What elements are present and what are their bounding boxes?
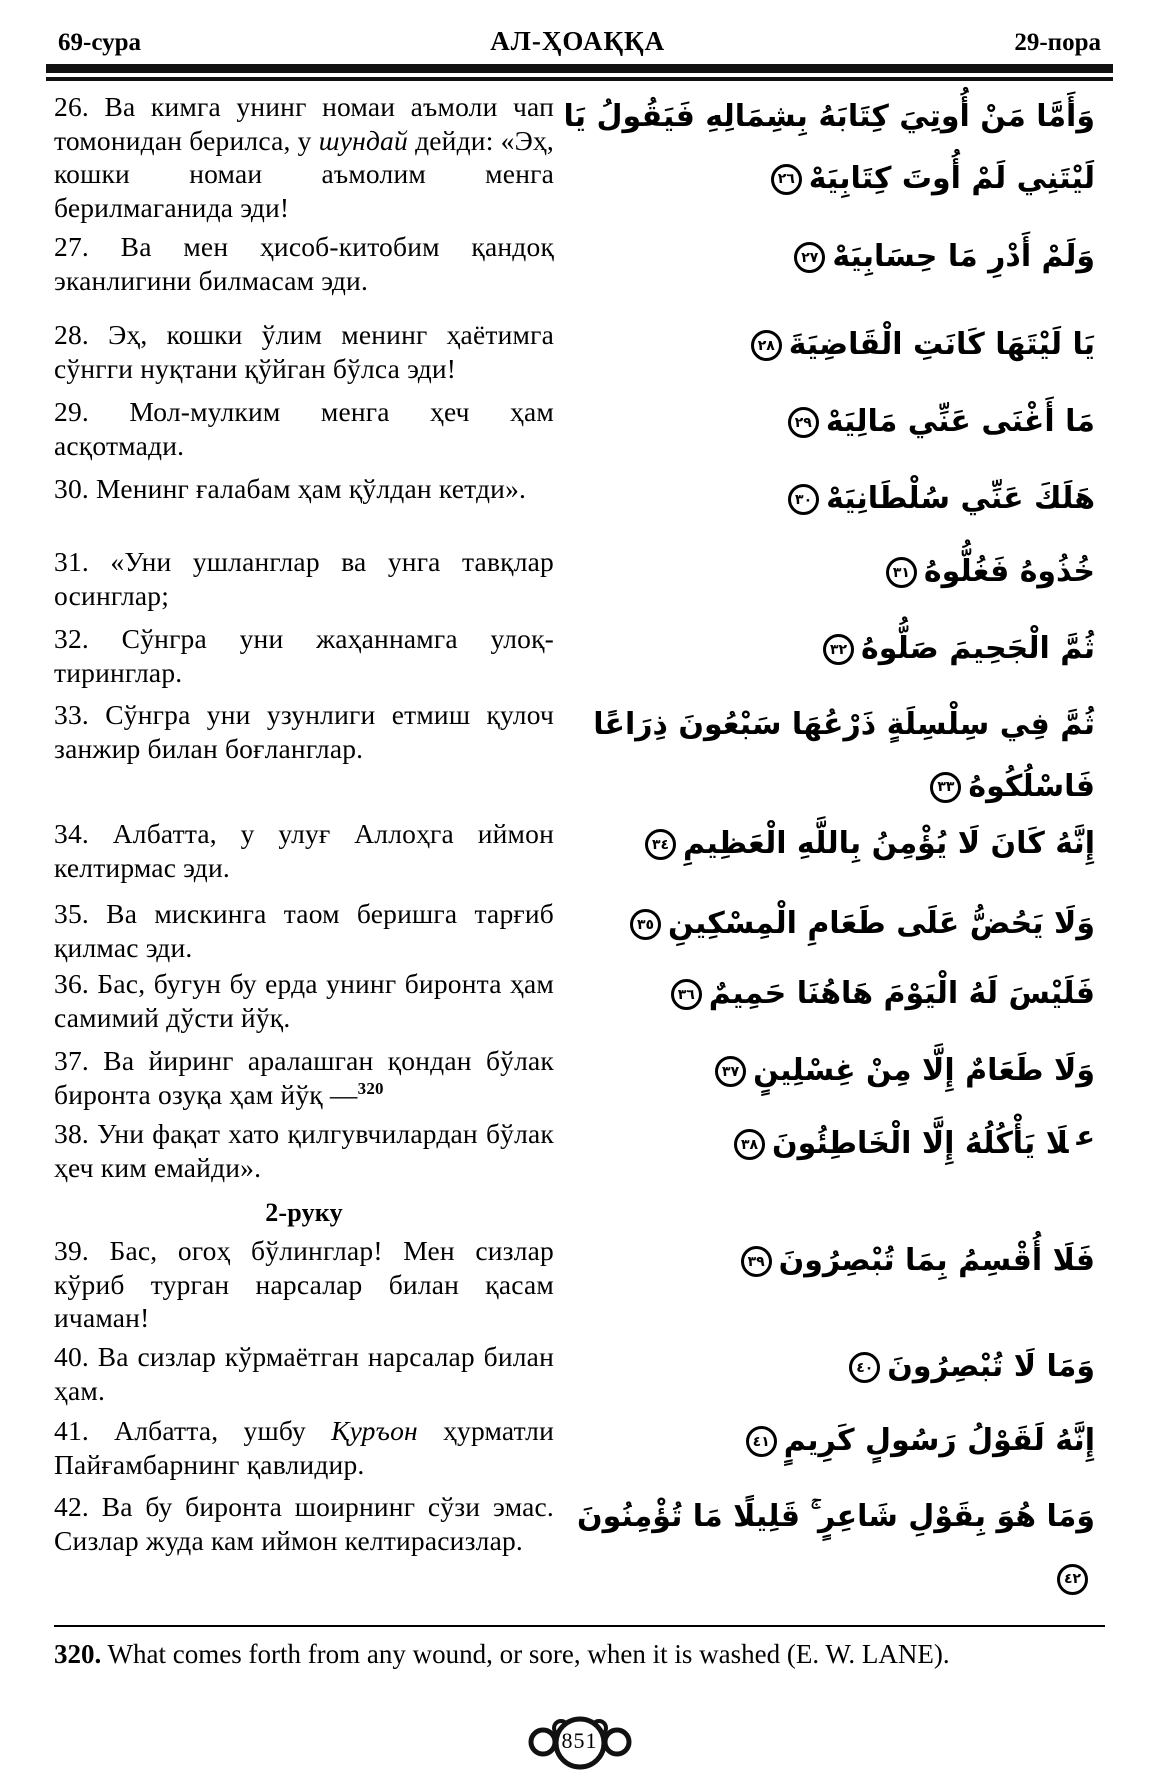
verse-27-number-circle: ٢٧ <box>794 242 825 273</box>
verse-38-number-circle: ٣٨ <box>734 1129 765 1160</box>
verse-26-arabic-text: وَأَمَّا مَنْ أُوتِيَ كِتَابَهُ بِشِمَالِهِ فَيَقُولُ يَا لَيْتَنِي لَمْ أُوتَ كِتَابِيَهْ <box>563 99 1095 196</box>
verse-41-text-end: ҳурматли Пайғамбарнинг қавлидир. <box>54 1415 554 1480</box>
verse-30-arabic-text: هَلَكَ عَنِّي سُلْطَانِيَهْ <box>826 481 1095 516</box>
page-number-ornament <box>524 1716 636 1772</box>
verse-35-number-circle: ٣٥ <box>630 909 661 940</box>
verse-39-arabic <box>554 1230 1105 1292</box>
verse-36-number-circle: ٣٦ <box>671 979 702 1010</box>
verse-37-number-circle: ٣٧ <box>715 1056 746 1087</box>
verse-row-29 <box>54 395 1105 472</box>
verse-26-translation <box>54 90 554 224</box>
verse-34-arabic-text: إِنَّهُ كَانَ لَا يُؤْمِنُ بِاللَّهِ الْعَظِيمِ <box>683 826 1095 861</box>
header-juz-number: 29-пора <box>1014 29 1101 56</box>
verse-33-arabic-text: ثُمَّ فِي سِلْسِلَةٍ ذَرْعُهَا سَبْعُونَ ذِرَاعًا فَاسْلُكُوهُ <box>593 707 1095 804</box>
verse-30-number-circle: ٣٠ <box>788 484 819 515</box>
verse-42-translation: 42. Ва бу биронта шоирнинг сўзи эмас. Сизлар жуда кам иймон келтирасизлар. <box>54 1491 554 1556</box>
verse-29-number-circle: ٢٩ <box>788 407 819 438</box>
verse-41-translation <box>54 1414 554 1481</box>
page-number-area <box>54 1716 1105 1772</box>
verse-41-arabic <box>554 1410 1105 1472</box>
verse-row-33 <box>54 698 1105 817</box>
verse-35-arabic <box>554 893 1105 955</box>
verse-row-32 <box>54 622 1105 698</box>
page-header <box>54 26 1105 57</box>
verse-41-number-circle: ٤١ <box>746 1426 777 1457</box>
ruku-end-marker: ع <box>1076 1121 1095 1152</box>
verse-row-34 <box>54 817 1105 897</box>
verse-27-arabic <box>554 226 1105 288</box>
verse-32-arabic-text: ثُمَّ الْجَحِيمَ صَلُّوهُ <box>861 631 1095 666</box>
verse-40-translation: 40. Ва сизлар кўрмаётган нарсалар билан ҳам. <box>54 1341 554 1406</box>
verse-39-number-circle: ٣٩ <box>741 1246 772 1277</box>
verse-36-arabic-text: فَلَيْسَ لَهُ الْيَوْمَ هَاهُنَا حَمِيمٌ <box>708 976 1095 1011</box>
verse-row-36 <box>54 967 1105 1044</box>
ruku-heading: 2-руку <box>265 1198 343 1227</box>
verse-33-number-circle: ٣٣ <box>930 772 961 803</box>
verse-row-39 <box>54 1234 1105 1340</box>
verse-26-text: 26. Ва кимга унинг номаи аъмоли чап томонидан берилса, у <box>54 91 554 156</box>
verse-32-translation: 32. Сўнгра уни жаҳаннамга улоқ-тиринглар. <box>54 623 554 688</box>
verse-36-arabic <box>554 963 1105 1025</box>
verse-42-number-circle: ٤٢ <box>1057 1564 1088 1595</box>
verse-37-text: 37. Ва йиринг аралашган қондан бўлак биронта озуқа ҳам йўқ — <box>54 1045 554 1110</box>
verse-29-arabic-text: مَا أَغْنَى عَنِّي مَالِيَهْ <box>825 404 1095 439</box>
verse-28-number-circle: ٢٨ <box>751 330 782 361</box>
header-rule-thick <box>46 64 1113 73</box>
footnote-text: What comes forth from any wound, or sore, when it is washed (E. W. LANE). <box>101 1639 950 1669</box>
verse-35-translation: 35. Ва мискинга таом беришга тарғиб қилмас эди. <box>54 898 554 963</box>
verse-32-arabic <box>554 618 1105 680</box>
verse-30-arabic <box>554 468 1105 530</box>
verse-33-translation: 33. Сўнгра уни узунлиги етмиш қулоч занжир билан боғланглар. <box>54 699 554 764</box>
verse-29-arabic <box>554 391 1105 453</box>
footnote <box>54 1625 1105 1670</box>
verse-34-number-circle: ٣٤ <box>645 829 676 860</box>
verse-37-translation <box>54 1044 554 1111</box>
verse-37-arabic <box>554 1040 1105 1102</box>
verse-row-31 <box>54 545 1105 622</box>
verse-37-arabic-text: وَلَا طَعَامٌ إِلَّا مِنْ غِسْلِينٍ <box>753 1053 1095 1088</box>
verse-27-arabic-text: وَلَمْ أَدْرِ مَا حِسَابِيَهْ <box>832 239 1095 274</box>
verse-29-translation: 29. Мол-мулким менга ҳеч ҳам асқотмади. <box>54 396 554 461</box>
verse-31-number-circle: ٣١ <box>886 557 917 588</box>
verse-row-30 <box>54 472 1105 545</box>
verse-38-arabic-text: لَا يَأْكُلُهُ إِلَّا الْخَاطِئُونَ <box>772 1126 1069 1161</box>
verse-42-arabic-text: وَمَا هُوَ بِقَوْلِ شَاعِرٍ ۚ قَلِيلًا مَا تُؤْمِنُونَ <box>577 1499 1095 1534</box>
verse-row-41 <box>54 1414 1105 1490</box>
verse-41-arabic-text: إِنَّهُ لَقَوْلُ رَسُولٍ كَرِيمٍ <box>783 1423 1095 1458</box>
verse-row-28 <box>54 318 1105 395</box>
verse-row-35 <box>54 897 1105 967</box>
verse-28-translation: 28. Эҳ, кошки ўлим менинг ҳаётимга сўнгги нуқтани қўйган бўлса эди! <box>54 319 554 384</box>
verse-41-italic: Қуръон <box>331 1415 418 1446</box>
ruku-heading-row <box>54 1197 1105 1234</box>
verse-41-text: 41. Албатта, ушбу <box>54 1415 332 1446</box>
page-number: 851 <box>561 1728 598 1754</box>
verse-31-arabic-text: خُذُوهُ فَغُلُّوهُ <box>923 554 1095 589</box>
verse-34-arabic <box>554 813 1105 875</box>
verse-row-42 <box>54 1490 1105 1609</box>
verse-row-27 <box>54 230 1105 318</box>
verse-34-translation: 34. Албатта, у улуғ Аллоҳга иймон келтирмас эди. <box>54 818 554 883</box>
verse-32-number-circle: ٣٢ <box>823 634 854 665</box>
verse-28-arabic <box>554 314 1105 376</box>
verse-38-arabic <box>554 1113 1105 1175</box>
verse-26-text-end: дейди: «Эҳ, кошки номаи аъмолим менга берилмаганида эди! <box>54 124 554 223</box>
verse-row-37 <box>54 1044 1105 1117</box>
verse-40-number-circle: ٤٠ <box>849 1352 880 1383</box>
verse-row-40 <box>54 1340 1105 1414</box>
verse-39-arabic-text: فَلَا أُقْسِمُ بِمَا تُبْصِرُونَ <box>778 1243 1095 1278</box>
verse-row-38 <box>54 1117 1105 1197</box>
header-surah-number: 69-сура <box>58 29 141 56</box>
header-rule-thin <box>46 77 1113 81</box>
verse-31-arabic <box>554 541 1105 603</box>
verse-31-translation: 31. «Уни ушланглар ва унга тавқлар осинглар; <box>54 546 554 611</box>
verse-28-arabic-text: يَا لَيْتَهَا كَانَتِ الْقَاضِيَةَ <box>788 327 1095 362</box>
header-surah-title: АЛ-ҲОАҚҚА <box>490 26 666 56</box>
verse-39-translation: 39. Бас, огоҳ бўлинглар! Мен сизлар кўриб турган нарсалар билан қасам ичаман! <box>54 1235 554 1334</box>
verse-42-arabic <box>554 1486 1105 1609</box>
verses-body <box>54 90 1105 1609</box>
verse-27-translation: 27. Ва мен ҳисоб-китобим қандоқ эканлигини билмасам эди. <box>54 231 554 296</box>
verse-36-translation: 36. Бас, бугун бу ерда унинг биронта ҳам самимий дўсти йўқ. <box>54 968 554 1033</box>
verse-26-number-circle: ٢٦ <box>771 164 802 195</box>
verse-row-26 <box>54 90 1105 230</box>
verse-26-italic: шундай <box>318 124 408 156</box>
verse-33-arabic <box>554 694 1105 817</box>
verse-40-arabic-text: وَمَا لَا تُبْصِرُونَ <box>887 1349 1095 1384</box>
verse-35-arabic-text: وَلَا يَحُضُّ عَلَى طَعَامِ الْمِسْكِينِ <box>668 906 1095 941</box>
verse-37-footnote-ref: 320 <box>357 1078 384 1098</box>
footnote-number: 320. <box>54 1639 102 1669</box>
verse-30-translation: 30. Менинг ғалабам ҳам қўлдан кетди». <box>54 473 527 504</box>
verse-40-arabic <box>554 1336 1105 1398</box>
verse-26-arabic <box>554 86 1105 209</box>
verse-38-translation: 38. Уни фақат хато қилгувчилардан бўлак ҳеч ким емайди». <box>54 1118 554 1183</box>
